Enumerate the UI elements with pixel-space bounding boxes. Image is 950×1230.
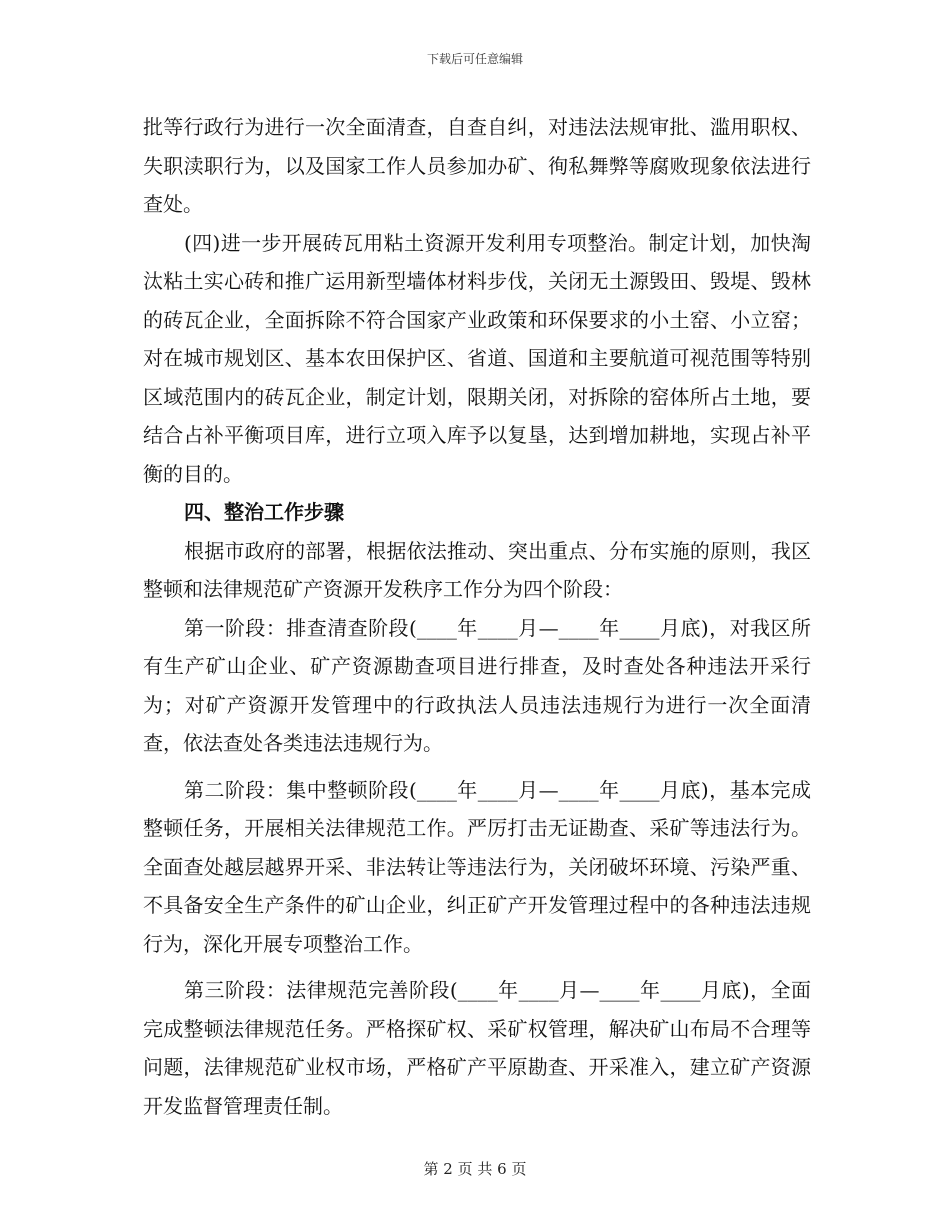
document-body: [143, 108, 811, 1125]
section-heading: 四、整治工作步骤: [184, 500, 344, 524]
page-footer: 第 2 页 共 6 页: [423, 1160, 527, 1178]
paragraph-continued: 批等行政行为进行一次全面清查，自查自纠，对违法法规审批、滥用职权、失职渎职行为，以及国家工作人员参加办矿、徇私舞弊等腐败现象依法进行查处。: [143, 115, 811, 216]
paragraph-intro: 根据市政府的部署，根据依法推动、突出重点、分布实施的原则，我区整顿和法律规范矿产资源开发秩序工作分为四个阶段：: [143, 538, 811, 601]
paragraph-stage-two: 第二阶段：集中整顿阶段(____年____月—____年____月底)，基本完成整顿任务，开展相关法律规范工作。严厉打击无证勘查、采矿等违法行为。全面查处越层越界开采、非法转让等违法行为，关闭破坏环境、污染严重、不具备安全生产条件的矿山企业，纠正矿产开发管理过程中的各种违法违规行为，深化开展专项整治工作。: [143, 777, 811, 956]
page-header: 下载后可任意编辑: [426, 52, 523, 66]
paragraph-stage-three: 第三阶段：法律规范完善阶段(____年____月—____年____月底)，全面完成整顿法律规范任务。严格探矿权、采矿权管理，解决矿山布局不合理等问题，法律规范矿业权市场，严格矿产平原勘查、开采准入，建立矿产资源开发监督管理责任制。: [143, 978, 811, 1118]
paragraph-section-four: (四)进一步开展砖瓦用粘土资源开发利用专项整治。制定计划，加快淘汰粘土实心砖和推广运用新型墙体材料步伐，关闭无土源毁田、毁堤、毁林的砖瓦企业，全面拆除不符合国家产业政策和环保要求的小土窑、小立窑；对在城市规划区、基本农田保护区、省道、国道和主要航道可视范围等特别区域范围内的砖瓦企业，制定计划，限期关闭，对拆除的窑体所占土地，要结合占补平衡项目库，进行立项入库予以复垦，达到增加耕地，实现占补平衡的目的。: [143, 230, 811, 486]
paragraph-stage-one: 第一阶段：排查清查阶段(____年____月—____年____月底)，对我区所有生产矿山企业、矿产资源勘查项目进行排查，及时查处各种违法开采行为；对矿产资源开发管理中的行政执法人员违法违规行为进行一次全面清查，依法查处各类违法违规行为。: [143, 615, 811, 755]
